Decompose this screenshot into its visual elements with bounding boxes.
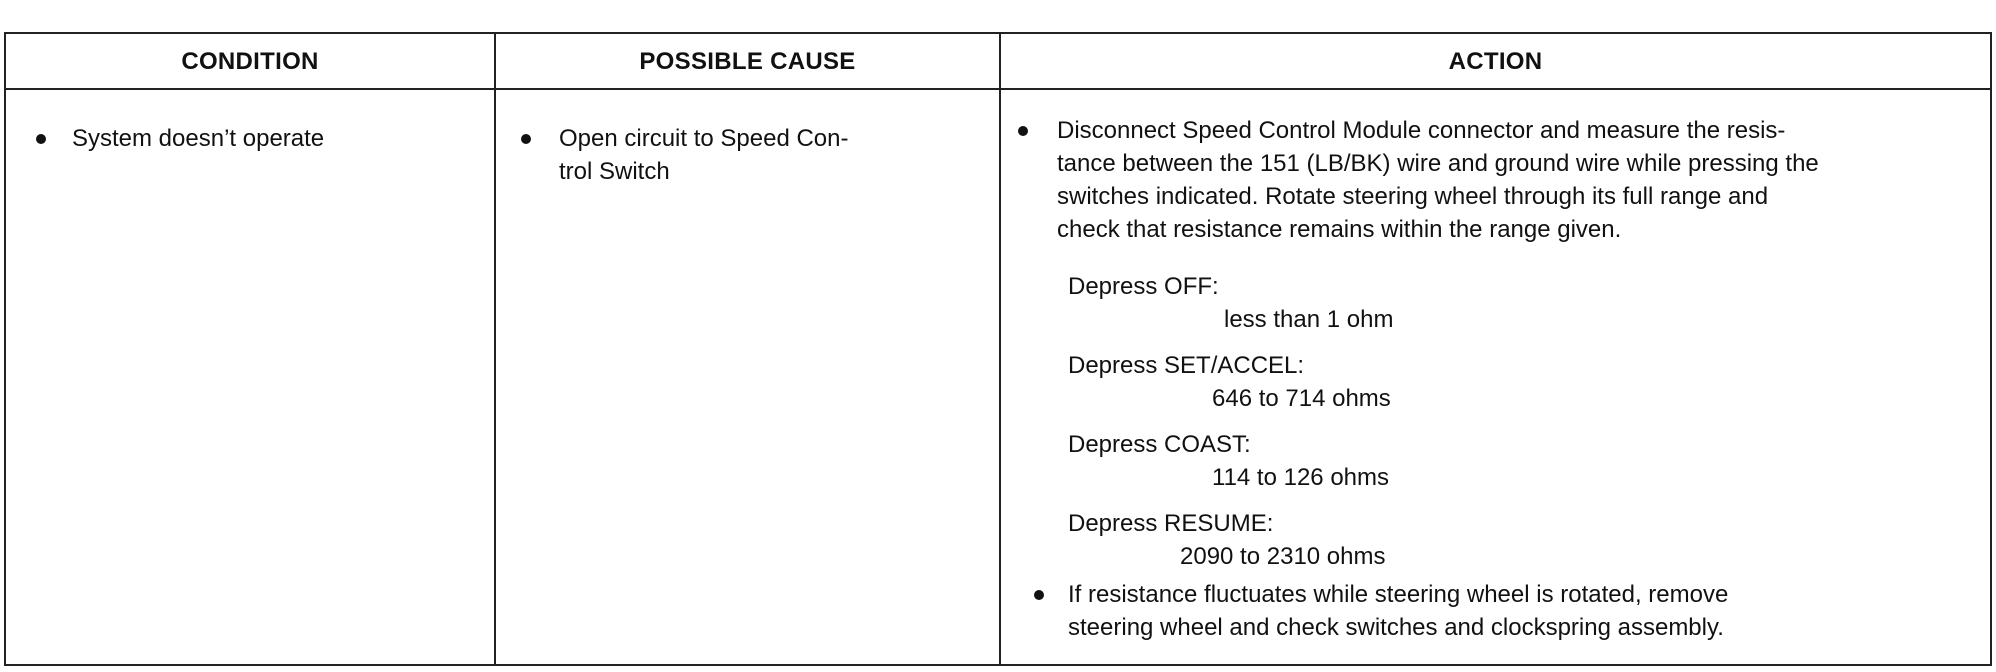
action-line-2: tance between the 151 (LB/BK) wire and ground wire while pressing the <box>1057 150 1819 177</box>
reading-value-off: less than 1 ohm <box>1224 306 1394 333</box>
header-condition <box>6 34 494 90</box>
header-action <box>1001 34 1990 90</box>
header-cause-label: POSSIBLE CAUSE <box>639 48 856 75</box>
reading-value-set-accel: 646 to 714 ohms <box>1212 385 1391 412</box>
cause-line-1: Open circuit to Speed Con- <box>559 125 849 152</box>
action-note-line-1: If resistance fluctuates while steering wheel is rotated, remove <box>1068 581 1729 608</box>
bullet-icon <box>36 134 46 144</box>
diagnosis-table <box>4 32 1992 666</box>
column-divider-2 <box>999 32 1001 666</box>
reading-label-off: Depress OFF: <box>1068 273 1219 300</box>
bullet-icon <box>1018 126 1028 136</box>
reading-label-resume: Depress RESUME: <box>1068 510 1274 537</box>
column-divider-1 <box>494 32 496 666</box>
header-action-label: ACTION <box>1448 48 1543 75</box>
action-line-1: Disconnect Speed Control Module connector and measure the resis- <box>1057 117 1786 144</box>
action-line-4: check that resistance remains within the range given. <box>1057 216 1622 243</box>
reading-value-resume: 2090 to 2310 ohms <box>1180 543 1386 570</box>
action-line-3: switches indicated. Rotate steering wheel through its full range and <box>1057 183 1769 210</box>
header-condition-label: CONDITION <box>181 48 319 75</box>
cause-line-2: trol Switch <box>559 158 670 185</box>
header-possible-cause <box>496 34 999 90</box>
reading-label-coast: Depress COAST: <box>1068 431 1251 458</box>
bullet-icon <box>521 134 531 144</box>
condition-text: System doesn’t operate <box>72 125 325 152</box>
action-note-line-2: steering wheel and check switches and clockspring assembly. <box>1068 614 1724 641</box>
reading-value-coast: 114 to 126 ohms <box>1212 464 1390 491</box>
reading-label-set-accel: Depress SET/ACCEL: <box>1068 352 1305 379</box>
bullet-icon <box>1034 590 1044 600</box>
